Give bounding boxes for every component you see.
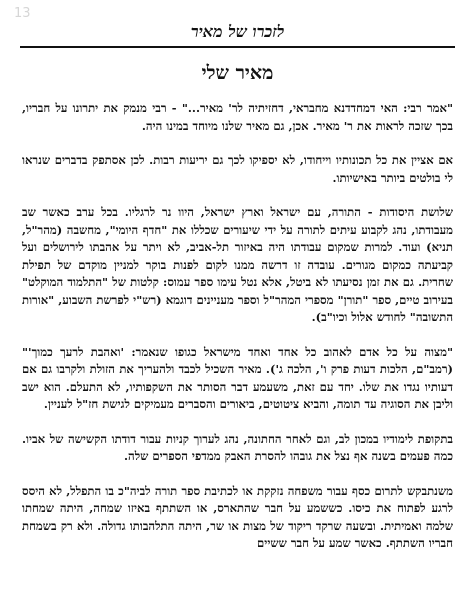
paragraph-1: "אמר רבי: האי דמחדדנא מחבראי, דחזיתיה לר' מאיר..." - רבי מנמק את יתרונו על חבריו, בכך שזכה לראות את ר' מאיר. אכן, גם מאיר שלנו מיוחד במינו היה. — [22, 101, 453, 133]
paragraph-5: בתקופת לימודיו במכון לב, וגם לאחר החתונה, נהג לערוך קניות עבור דודתו הקשישה של אביו. כמה פעמים בשנה אף נצל את גובהו להסרת האבק ממדפי הספרים שלה. — [22, 431, 453, 463]
page-number: 13 — [14, 6, 31, 21]
paragraph-6: משנתבקש לתרום כסף עבור משפחה נזקקת או לכתיבת ספר תורה לביה"כ בו התפלל, לא היסס לרגע לפתוח את כיסו. כששמע על חבר שהתארס, או השתתף באיזו שמחה, היתה שמחתו שלמה ואמיתית. ובשעה שרקד ריקוד של מצות או שר, היתה התלהבותו גדולה. ולא רק בשמחת חבריו השתתף. כאשר שמע על חבר ששיים — [22, 483, 453, 550]
page-header: לזכרו של מאיר — [190, 22, 285, 41]
article-body — [22, 100, 453, 570]
paragraph-4: "מצוה על כל אדם לאהוב כל אחד ואחד מישראל כגופו שנאמר: 'ואהבת לרעך כמוך'" (רמב"ם, הלכות דעות פרק ו', הלכה ג'). מאיר השכיל לכבד ולהעריך את הזולת ולקרבו גם אם דעותיו נגדו את שלו. יחד עם זאת, משעמע דבר הסותר את השקפותיו, לא התעלם. הוא ישב וליבן את הסוגיה עד תומה, והביא ציטוטים, ביאורים והסברים מעמיקים לגישת חז"ל לעניין. — [22, 344, 453, 411]
header-divider — [20, 46, 455, 48]
paragraph-2: אם אציין את כל תכונותיו וייחודו, לא יספיקו לכך גם יריעות רבות. לכן אסתפק בדברים שנראו לי בולטים ביותר באישיותו. — [22, 153, 453, 185]
paragraph-3: שלושת היסודות - התורה, עם ישראל וארץ ישראל, היוו נר לרגליו. בכל ערב כאשר שב מעבודתו, נהג לקבוע עיתים לתורה על ידי שיעורים שכללו את "חדף היומי", מחשבה (מהר"ל, תניא) ועוד. למרות שמקום עבודתו היה באיזור תל-אביב, לא ויתר על אהבתו לירושלים ועל קביעתה כמקום מגורים. עובדה זו דרשה ממנו לקום לפנות בוקר למניין מוקדם של תפילת שחרית. גם את זמן נסיעתו לא ביטל, אלא נטל עימו ספר עמוס: קלטות של "התלמוד המוקלט" בעירוב טיים, ספר "תורן" מספרי המהר"ל וספר מעניינים דוגמא (רש"י לפרשת השבוע, "אורות התשובה" לחודש אלול וכיו"ב). — [22, 205, 453, 324]
page-title: מאיר שלי — [201, 62, 274, 84]
